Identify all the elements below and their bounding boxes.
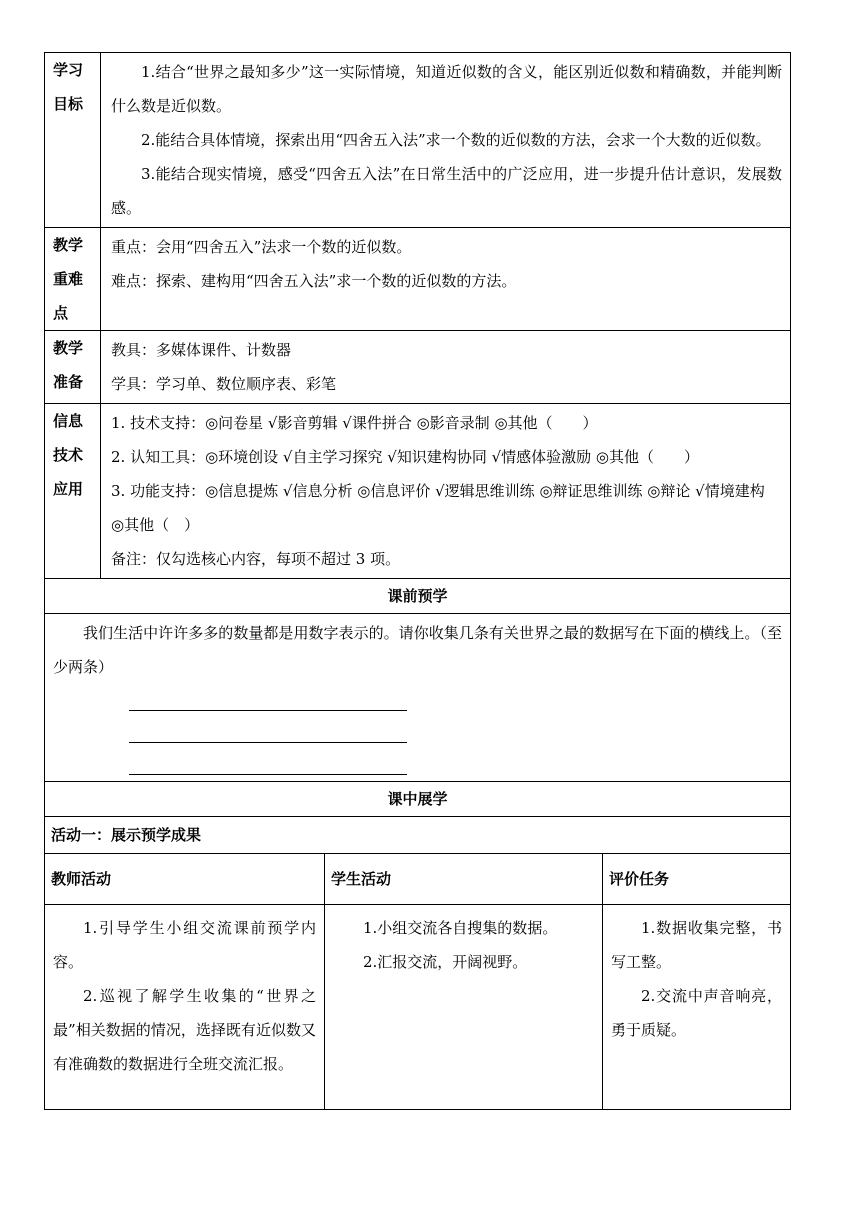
label-line: 教学 [53,339,84,357]
label-line: 点 [53,304,69,322]
info-table [44,52,791,854]
keypoints-row [45,228,791,331]
goal-item: 1.结合“世界之最知多少”这一实际情境，知道近似数的含义，能区别近似数和精确数，并能判断什么数是近似数。 [111,63,782,115]
keypoint-item: 重点：会用“四舍五入”法求一个数的近似数。 [111,238,412,256]
tech-note: 备注：仅勾选核心内容，每项不超过 3 项。 [111,550,401,568]
keypoints-content [101,228,791,331]
tech-content [101,404,791,579]
answer-line[interactable] [129,742,407,743]
activity-header-row [45,854,791,905]
inclass-title-row [45,782,791,817]
label-line: 技术 [53,446,84,464]
tech-item: 2. 认知工具：◎环境创设 √自主学习探究 √知识建构协同 √情感体验激励 ◎其他（ ） [111,448,700,466]
teacher-item: 1.引导学生小组交流课前预学内容。 [53,919,316,971]
column-header-student: 学生活动 [325,854,603,905]
evaluation-item: 1.数据收集完整，书写工整。 [611,919,782,971]
tech-item: 1. 技术支持：◎问卷星 √影音剪辑 √课件拼合 ◎影音录制 ◎其他（ ） [111,414,598,432]
prep-label [45,331,101,404]
preview-title: 课前预学 [45,579,791,614]
student-item: 2.汇报交流，开阔视野。 [363,953,528,971]
label-line: 准备 [53,373,84,391]
answer-line[interactable] [129,774,407,775]
label-line: 目标 [53,95,84,113]
tech-item: 3. 功能支持：◎信息提炼 √信息分析 ◎信息评价 √逻辑思维训练 ◎辩证思维训练 ◎辩论 √情境建构 ◎其他（ ） [111,482,765,534]
goal-item: 3.能结合现实情境，感受“四舍五入法”在日常生活中的广泛应用，进一步提升估计意识，发展数感。 [111,165,782,217]
activity-body-row [45,905,791,1110]
teacher-item: 2.巡视了解学生收集的“世界之最”相关数据的情况，选择既有近似数又有准确数的数据进行全班交流汇报。 [53,987,316,1073]
evaluation-cell [603,905,791,1110]
prep-content [101,331,791,404]
student-item: 1.小组交流各自搜集的数据。 [363,919,558,937]
preview-content [45,614,791,782]
label-line: 学习 [53,61,84,79]
keypoint-item: 难点：探索、建构用“四舍五入法”求一个数的近似数的方法。 [111,272,517,290]
label-line: 信息 [53,412,84,430]
goals-content [101,53,791,228]
prep-item: 教具：多媒体课件、计数器 [111,341,292,359]
goals-row [45,53,791,228]
activity-table [44,853,791,1110]
goals-label [45,53,101,228]
goal-item: 2.能结合具体情境，探索出用“四舍五入法”求一个数的近似数的方法，会求一个大数的近似数。 [141,131,771,149]
activity-title: 活动一：展示预学成果 [45,817,791,854]
label-line: 教学 [53,236,84,254]
label-line: 应用 [53,480,84,498]
activity-row [45,817,791,854]
prep-item: 学具：学习单、数位顺序表、彩笔 [111,375,337,393]
student-activity-cell [325,905,603,1110]
answer-line[interactable] [129,710,407,711]
preview-row [45,614,791,782]
column-header-evaluation: 评价任务 [603,854,791,905]
prep-row [45,331,791,404]
teacher-activity-cell [45,905,325,1110]
evaluation-item: 2.交流中声音响亮，勇于质疑。 [611,987,782,1039]
keypoints-label [45,228,101,331]
tech-label [45,404,101,579]
label-line: 重难 [53,270,84,288]
preview-title-row [45,579,791,614]
preview-text: 我们生活中许许多多的数量都是用数字表示的。请你收集几条有关世界之最的数据写在下面的横线上。（至少两条） [53,624,782,676]
column-header-teacher: 教师活动 [45,854,325,905]
inclass-title: 课中展学 [45,782,791,817]
tech-row [45,404,791,579]
lesson-plan [44,52,790,1110]
